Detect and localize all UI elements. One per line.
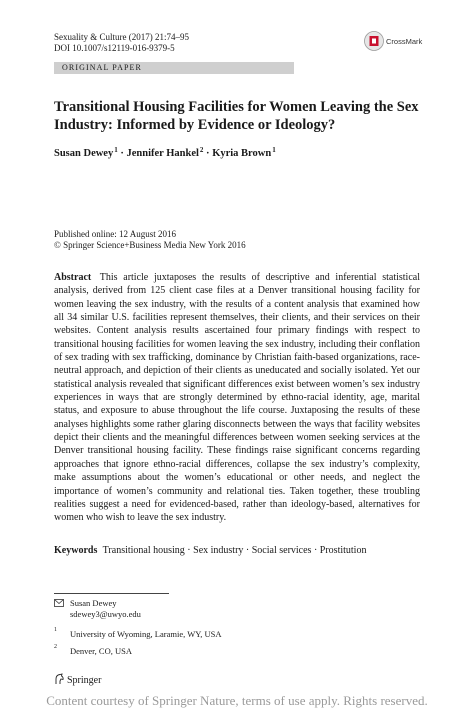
author-affiliation-marker: 1	[272, 146, 276, 154]
keywords-text: Transitional housing · Sex industry · Social services · Prostitution	[102, 545, 367, 556]
published-online: Published online: 12 August 2016	[54, 229, 177, 239]
author-affiliation-marker: 2	[199, 146, 204, 154]
springer-horse-icon	[54, 673, 65, 685]
journal-line: Sexuality & Culture (2017) 21:74–95	[54, 32, 189, 42]
affiliation-text: Denver, CO, USA	[70, 646, 132, 656]
author-list	[54, 148, 276, 159]
author-name[interactable]: Kyria Brown	[212, 148, 272, 159]
author-separator: ·	[203, 148, 213, 159]
section-badge	[54, 62, 294, 74]
envelope-icon	[54, 599, 64, 607]
abstract-label: Abstract	[54, 272, 92, 283]
author-separator: ·	[117, 148, 127, 159]
copyright-line: © Springer Science+Business Media New York 2016	[54, 240, 246, 250]
affiliation-number: 1	[54, 627, 57, 633]
courtesy-notice: Content courtesy of Springer Nature, terms of use apply. Rights reserved.	[46, 693, 428, 708]
keywords-label: Keywords	[54, 545, 98, 556]
author-name[interactable]: Susan Dewey	[54, 148, 114, 159]
affiliation-number: 2	[54, 644, 57, 650]
publisher-name: Springer	[67, 675, 102, 686]
crossmark-icon	[364, 31, 384, 51]
abstract	[54, 271, 420, 525]
article-title: Transitional Housing Facilities for Women Leaving the Sex Industry: Informed by Evidence or Ideology?	[54, 99, 419, 133]
publisher-logo	[54, 673, 101, 686]
affiliation-text: University of Wyoming, Laramie, WY, USA	[70, 629, 222, 639]
crossmark-label: CrossMark	[386, 37, 423, 46]
keywords	[54, 545, 366, 556]
crossmark-button[interactable]	[364, 31, 474, 53]
author-name[interactable]: Jennifer Hankel	[126, 148, 199, 159]
journal-citation	[54, 32, 189, 54]
abstract-text: This article juxtaposes the results of descriptive and inferential statistical analysis, derived from 125 client case files at a Denver transitional housing facility for women leaving the sex industry, with the results of a content analysis that examined how all 34 similar U.S. facilities represent themselves, their clients, and their services on their websites. Content analysis results ascertained four primary findings with respect to transitional housing facilities for women leaving the sex industry, including their conflation of sex trading with sex trafficking, dominance by Christian faith-based organizations, race-neutral approach, and depiction of their clients as uneducated and socially isolated. Yet our statistical analysis revealed that significant differences exist between women’s sex industry experiences in ways that are strongly determined by ethno-racial identity, age, marital status, and exposure to abuse throughout the life course. Juxtaposing the results of these analyses highlights some rather glaring disconnects between the ways that facility websites depict their clients and the meaningful differences between women seeking services at the Denver transitional housing facility. These findings raise significant concerns regarding approaches that ignore ethno-racial differences, collapse the sex industry’s complexity, make assumptions about the women’s educational or other needs, and neglect the importance of women’s community and relational ties. Taken together, these troubling realities suggest a need for evidenced-based, rather than ideology-based, alternatives for women who wish to leave the sex industry.	[54, 272, 420, 524]
doi-line: DOI 10.1007/s12119-016-9379-5	[54, 43, 175, 53]
author-affiliation-marker: 1	[114, 146, 118, 154]
corresponding-email-link[interactable]: sdewey3@uwyo.edu	[70, 609, 141, 619]
footnote-divider	[54, 593, 169, 594]
corresponding-name: Susan Dewey	[70, 598, 117, 608]
section-badge-label: ORIGINAL PAPER	[62, 63, 142, 72]
publication-info	[54, 229, 246, 251]
